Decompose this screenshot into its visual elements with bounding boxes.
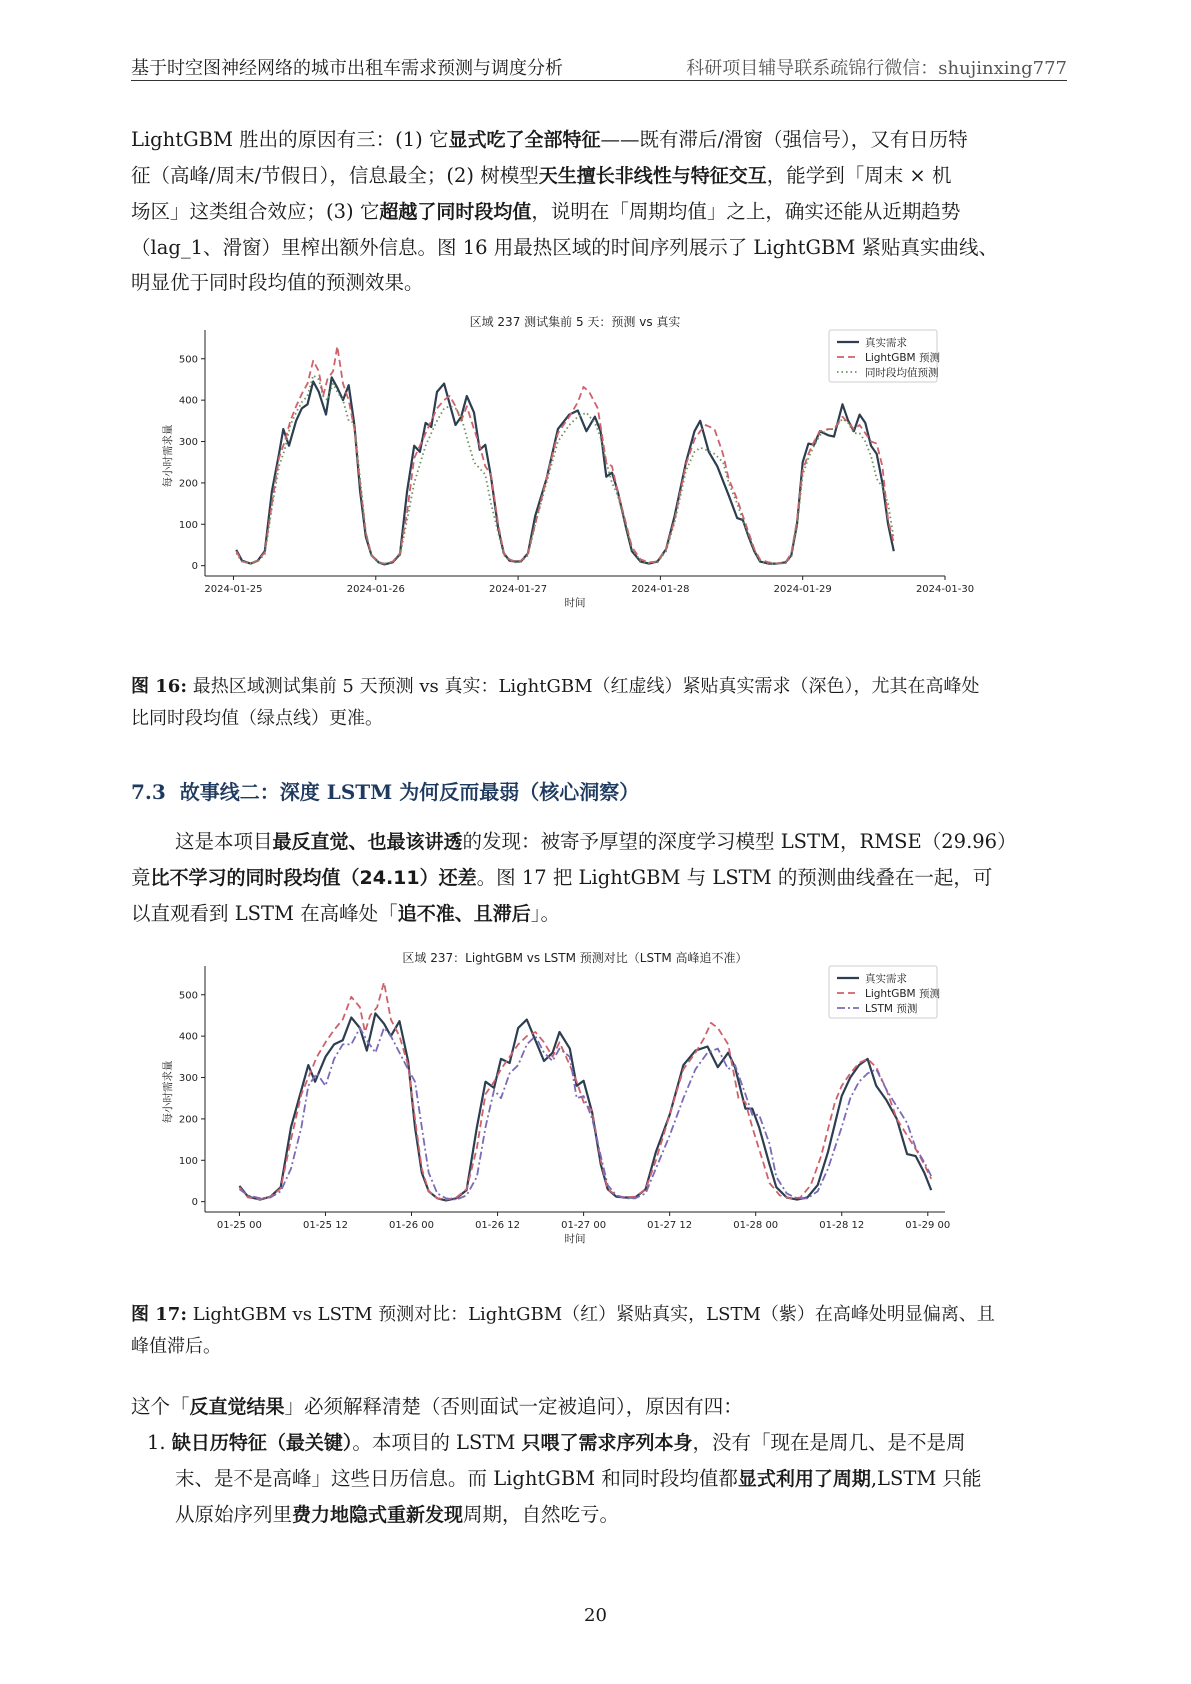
text-line — [131, 824, 1067, 860]
text-line — [131, 1389, 1067, 1425]
x-tick-label: 2024-01-27 — [489, 584, 548, 595]
y-tick-label: 0 — [191, 1197, 198, 1209]
y-tick-label: 300 — [178, 1073, 198, 1085]
series-line — [239, 1028, 931, 1200]
caption-line: 峰值滞后。 — [131, 1336, 221, 1357]
figure-16 — [131, 312, 1067, 642]
x-axis-label: 时间 — [564, 1233, 586, 1245]
caption-text: LightGBM vs LSTM 预测对比：LightGBM（红）紧贴真实，LSTM（紫）在高峰处明显偏离、且 — [192, 1304, 995, 1325]
section-title: 故事线二：深度 LSTM 为何反而最弱（核心洞察） — [179, 780, 640, 804]
y-tick-label: 500 — [178, 990, 198, 1002]
y-tick-label: 500 — [178, 354, 198, 366]
y-tick-label: 100 — [178, 519, 198, 531]
list-item-continuation — [131, 1461, 1067, 1497]
running-header — [131, 52, 1067, 81]
text-run: ，说明在「周期均值」之上，确实还能从近期趋势 — [531, 200, 961, 223]
y-tick-label: 100 — [178, 1155, 198, 1167]
y-tick-label: 200 — [178, 1114, 198, 1126]
section-heading — [131, 776, 639, 805]
bold-run: 追不准、且滞后 — [397, 903, 531, 925]
legend-label: 同时段均值预测 — [865, 367, 939, 379]
x-tick-label: 01-25 12 — [302, 1220, 348, 1231]
y-tick-label: 200 — [178, 478, 198, 490]
text-run: ,LSTM 只能 — [870, 1467, 982, 1490]
y-axis-label: 每小时需求量 — [162, 1060, 174, 1124]
x-tick-label: 01-26 00 — [389, 1220, 434, 1231]
text-run: ，能学到「周末 × 机 — [766, 164, 952, 187]
text-run: 竟 — [131, 866, 151, 889]
legend-label: LightGBM 预测 — [865, 988, 940, 1000]
legend-label: LSTM 预测 — [865, 1003, 918, 1015]
text-run: 征（高峰/周末/节假日），信息最全；(2) 树模型 — [131, 164, 539, 187]
list-item — [131, 1425, 1067, 1461]
figure-17-caption — [131, 1299, 1067, 1363]
chart-17 — [131, 948, 1067, 1278]
bold-run: 显式利用了周期 — [737, 1468, 871, 1490]
y-tick-label: 400 — [178, 1031, 198, 1043]
text-line — [131, 896, 1067, 932]
page-number: 20 — [584, 1605, 607, 1626]
bold-run: 反直觉结果 — [189, 1396, 285, 1418]
text-run: 从原始序列里 — [175, 1503, 293, 1526]
text-line: 明显优于同时段均值的预测效果。 — [131, 271, 424, 294]
legend-label: LightGBM 预测 — [865, 352, 940, 364]
text-run: 」必须解释清楚（否则面试一定被追问），原因有四： — [284, 1395, 743, 1418]
header-contact: 科研项目辅导联系疏锦行微信：shujinxing777 — [686, 58, 1067, 79]
text-line — [131, 194, 1067, 230]
list-number: 1. — [147, 1431, 166, 1454]
caption-label: 图 17: — [131, 1304, 187, 1325]
text-line — [131, 860, 1067, 896]
text-run: LightGBM 胜出的原因有三：(1) 它 — [131, 128, 449, 151]
bold-run: 天生擅长非线性与特征交互 — [538, 165, 767, 187]
bold-run: 最反直觉、也最该讲透 — [272, 831, 463, 853]
caption-label: 图 16: — [131, 676, 187, 697]
paragraph-lstm-finding — [131, 824, 1067, 932]
caption-line — [131, 1299, 1067, 1331]
caption-line: 比同时段均值（绿点线）更准。 — [131, 708, 383, 729]
bold-run: 超越了同时段均值 — [379, 201, 532, 223]
bold-run: 显式吃了全部特征 — [448, 129, 601, 151]
text-run: 的发现：被寄予厚望的深度学习模型 LSTM，RMSE（29.96） — [462, 830, 1017, 853]
x-tick-label: 01-29 00 — [905, 1220, 951, 1231]
text-run: 以直观看到 LSTM 在高峰处「 — [131, 902, 398, 925]
bold-run: 缺日历特征（最关键） — [171, 1432, 353, 1454]
x-tick-label: 2024-01-28 — [631, 584, 690, 595]
text-line — [131, 158, 1067, 194]
bold-run: 只喂了需求序列本身 — [521, 1432, 693, 1454]
x-tick-label: 2024-01-25 — [204, 584, 263, 595]
x-axis-label: 时间 — [564, 597, 586, 609]
paragraph-lightgbm-reasons — [131, 122, 1067, 300]
text-run: 末、是不是高峰」这些日历信息。而 LightGBM 和同时段均值都 — [175, 1467, 738, 1490]
legend-label: 真实需求 — [865, 337, 907, 349]
y-tick-label: 0 — [191, 561, 198, 573]
x-tick-label: 01-25 00 — [216, 1220, 262, 1231]
x-tick-label: 2024-01-29 — [773, 584, 832, 595]
x-tick-label: 01-28 00 — [733, 1220, 779, 1231]
series-line — [239, 1013, 931, 1200]
list-item-continuation — [131, 1497, 1067, 1533]
chart-16 — [131, 312, 1067, 642]
x-tick-label: 01-27 00 — [561, 1220, 607, 1231]
section-number: 7.3 — [131, 780, 166, 804]
text-run: 周期，自然吃亏。 — [463, 1503, 620, 1526]
text-run: 这个「 — [131, 1395, 190, 1418]
text-run: 。本项目的 LSTM — [352, 1431, 522, 1454]
text-line — [131, 122, 1067, 158]
caption-line — [131, 671, 1067, 703]
text-run: ——既有滞后/滑窗（强信号），又有日历特 — [600, 128, 968, 151]
text-run: 。图 17 把 LightGBM 与 LSTM 的预测曲线叠在一起，可 — [476, 866, 993, 889]
text-run: 」。 — [530, 902, 560, 925]
figure-16-caption — [131, 671, 1067, 735]
caption-text: 最热区域测试集前 5 天预测 vs 真实：LightGBM（红虚线）紧贴真实需求（深色），尤其在高峰处 — [192, 676, 980, 697]
figure-17 — [131, 948, 1067, 1278]
y-tick-label: 400 — [178, 395, 198, 407]
x-tick-label: 01-26 12 — [475, 1220, 521, 1231]
x-tick-label: 2024-01-26 — [346, 584, 405, 595]
bold-run: 比不学习的同时段均值（24.11）还差 — [150, 867, 477, 889]
text-run: ，没有「现在是周几、是不是周 — [692, 1431, 966, 1454]
chart-title: 区域 237 测试集前 5 天：预测 vs 真实 — [469, 315, 681, 329]
chart-title: 区域 237：LightGBM vs LSTM 预测对比（LSTM 高峰追不准） — [402, 951, 748, 965]
legend-label: 真实需求 — [865, 973, 907, 985]
text-line: （lag_1、滑窗）里榨出额外信息。图 16 用最热区域的时间序列展示了 LightGBM 紧贴真实曲线、 — [131, 236, 999, 259]
y-tick-label: 300 — [178, 437, 198, 449]
y-axis-label: 每小时需求量 — [162, 424, 174, 488]
x-tick-label: 01-27 12 — [647, 1220, 693, 1231]
header-title: 基于时空图神经网络的城市出租车需求预测与调度分析 — [131, 58, 563, 79]
x-tick-label: 01-28 12 — [819, 1220, 865, 1231]
x-tick-label: 2024-01-30 — [915, 584, 975, 595]
text-run: 这是本项目 — [175, 830, 273, 853]
bold-run: 费力地隐式重新发现 — [292, 1504, 464, 1526]
reasons-section — [131, 1389, 1067, 1533]
series-line — [236, 377, 894, 564]
text-run: 场区」这类组合效应；(3) 它 — [131, 200, 380, 223]
